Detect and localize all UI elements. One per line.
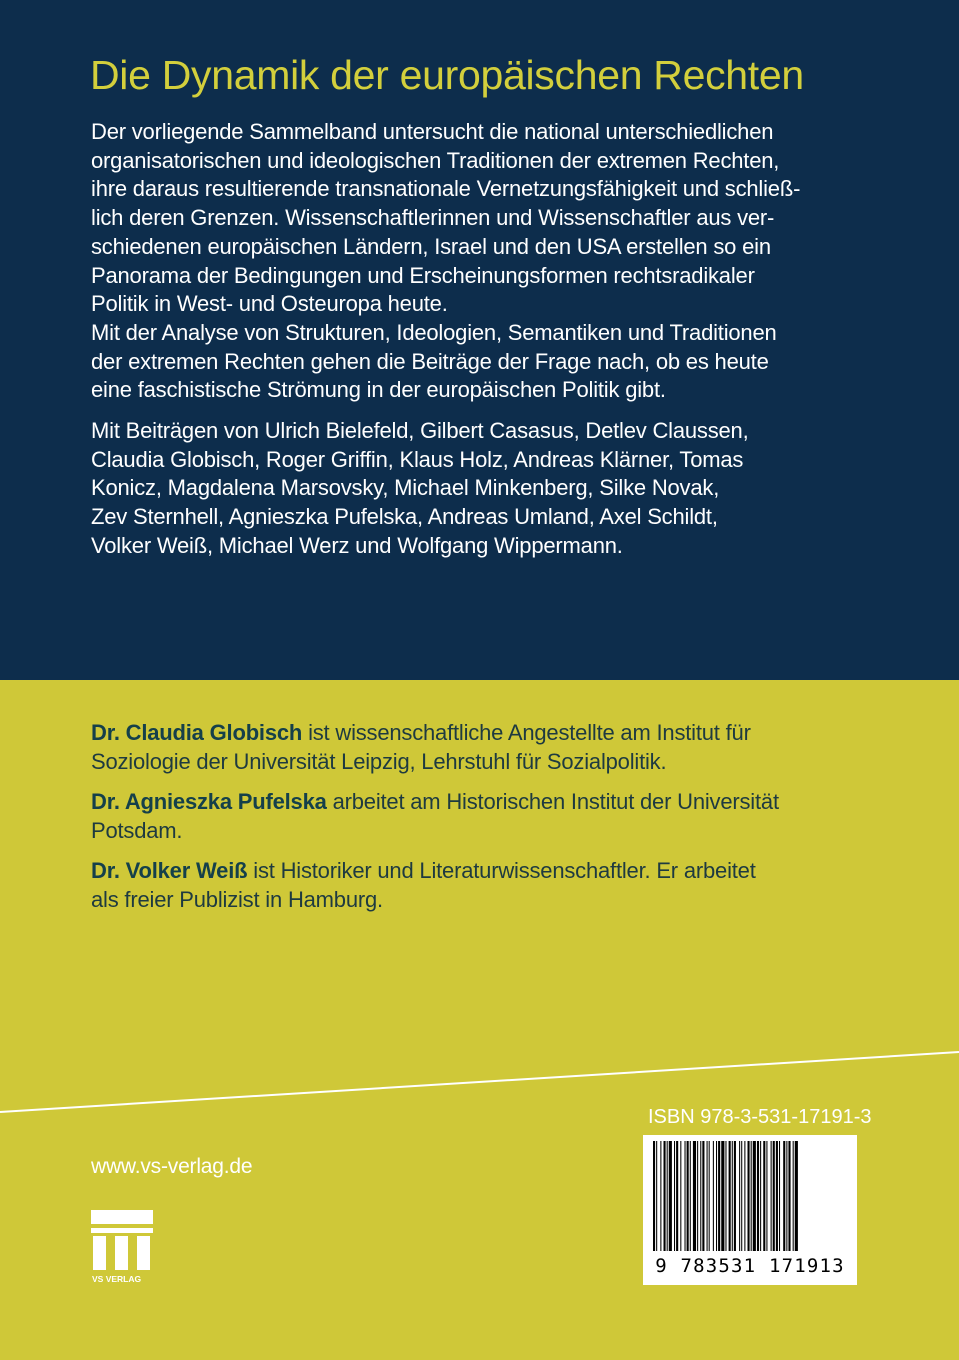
barcode-bar (763, 1141, 765, 1251)
vs-verlag-logo (91, 1210, 153, 1286)
diagonal-divider-line (0, 1000, 959, 1120)
barcode-bar (693, 1141, 696, 1251)
barcode-bar (793, 1141, 794, 1251)
logo-text: VS VERLAG (92, 1274, 142, 1284)
book-title: Die Dynamik der europäischen Rechten (90, 52, 804, 98)
barcode-bar (667, 1141, 668, 1251)
author-bio-globisch (91, 719, 751, 776)
barcode-bar (783, 1141, 785, 1251)
barcode-bar (732, 1141, 733, 1251)
barcode-bar (660, 1141, 661, 1251)
barcode-bar (674, 1141, 675, 1251)
barcode-bar (771, 1141, 772, 1251)
barcode-bar (700, 1141, 701, 1251)
author-bio-text: ist wissenschaftliche Angestellte am Institut für Soziologie der Universität Leipzig, Lehrstuhl für Sozialpolitik. (91, 720, 751, 774)
barcode-bar (766, 1141, 767, 1251)
author-name: Dr. Volker Weiß (91, 858, 248, 883)
author-bio-weiss (91, 857, 756, 914)
barcode-bar (656, 1141, 657, 1251)
barcode-bar (739, 1141, 740, 1251)
barcode-bar (734, 1141, 736, 1251)
barcode-bar (729, 1141, 731, 1251)
barcode-bar (653, 1141, 655, 1251)
barcode-bar (697, 1141, 698, 1251)
barcode-bar (760, 1141, 761, 1251)
description-paragraph: Der vorliegende Sammelband untersucht die national unterschiedlichen organisatorischen und ideologischen Traditionen der extremen Rechten, ihre daraus resultierende transnationale Vernetzungsfähigkeit und schließ- lich deren Grenzen. Wissenschaftlerinnen und Wissenschaftler aus ver- schiedenen europäischen Ländern, Israel und den USA erstellen so ein Panorama der Bedingungen und Erscheinungsformen rechtsradikaler Politik in West- und Osteuropa heute. Mit der Analyse von Strukturen, Ideologien, Semantiken und Traditionen der extremen Rechten gehen die Beiträge der Frage nach, ob es heute eine faschistische Strömung in der europäischen Politik gibt. (91, 119, 801, 403)
barcode-bar (753, 1141, 756, 1251)
author-name: Dr. Claudia Globisch (91, 720, 303, 745)
author-bio-text: ist Historiker und Literaturwissenschaftler. Er arbeitet als freier Publizist in Hamburg. (91, 858, 756, 912)
barcode-bar (713, 1141, 714, 1251)
barcode-bar (687, 1141, 689, 1251)
isbn-barcode (643, 1135, 857, 1285)
barcode-bar (751, 1141, 752, 1251)
barcode-bar (718, 1141, 720, 1251)
barcode-bar (685, 1141, 686, 1251)
barcode-bar (741, 1141, 742, 1251)
barcode-bar (773, 1141, 775, 1251)
barcode-bar (721, 1141, 724, 1251)
barcode-bar (709, 1141, 710, 1251)
barcode-bar (744, 1141, 745, 1251)
publisher-url[interactable]: www.vs-verlag.de (91, 1155, 253, 1178)
barcode-bars (643, 1135, 857, 1255)
isbn-label: ISBN 978-3-531-17191-3 (648, 1106, 872, 1128)
barcode-bar (779, 1141, 780, 1251)
barcode-bar (776, 1141, 778, 1251)
author-name: Dr. Agnieszka Pufelska (91, 789, 327, 814)
contributors-paragraph: Mit Beiträgen von Ulrich Bielefeld, Gilbert Casasus, Detlev Claussen, Claudia Globisch, Roger Griffin, Klaus Holz, Andreas Klärner, Tomas Konicz, Magdalena Marsovsky, Michael Minkenberg, Silke Novak, Zev Sternhell, Agnieszka Pufelska, Andreas Umland, Axel Schildt, Volker Weiß, Michael Werz und Wolfgang Wippermann. (91, 418, 749, 558)
barcode-bar (690, 1141, 691, 1251)
barcode-bar (725, 1141, 726, 1251)
barcode-bar (716, 1141, 717, 1251)
barcode-bar (786, 1141, 787, 1251)
barcode-bar (669, 1141, 672, 1251)
barcode-bar (795, 1141, 798, 1251)
barcode-bar (748, 1141, 750, 1251)
barcode-bar (707, 1141, 708, 1251)
barcode-bar (757, 1141, 759, 1251)
barcode-bar (680, 1141, 681, 1251)
author-bio-pufelska (91, 788, 779, 845)
barcode-bar (664, 1141, 666, 1251)
author-bio-text: arbeitet am Historischen Institut der Universität Potsdam. (91, 789, 779, 843)
barcode-digits: 9 783531 171913 (655, 1255, 845, 1277)
barcode-bar (788, 1141, 790, 1251)
barcode-bar (702, 1141, 704, 1251)
barcode-bar (676, 1141, 678, 1251)
